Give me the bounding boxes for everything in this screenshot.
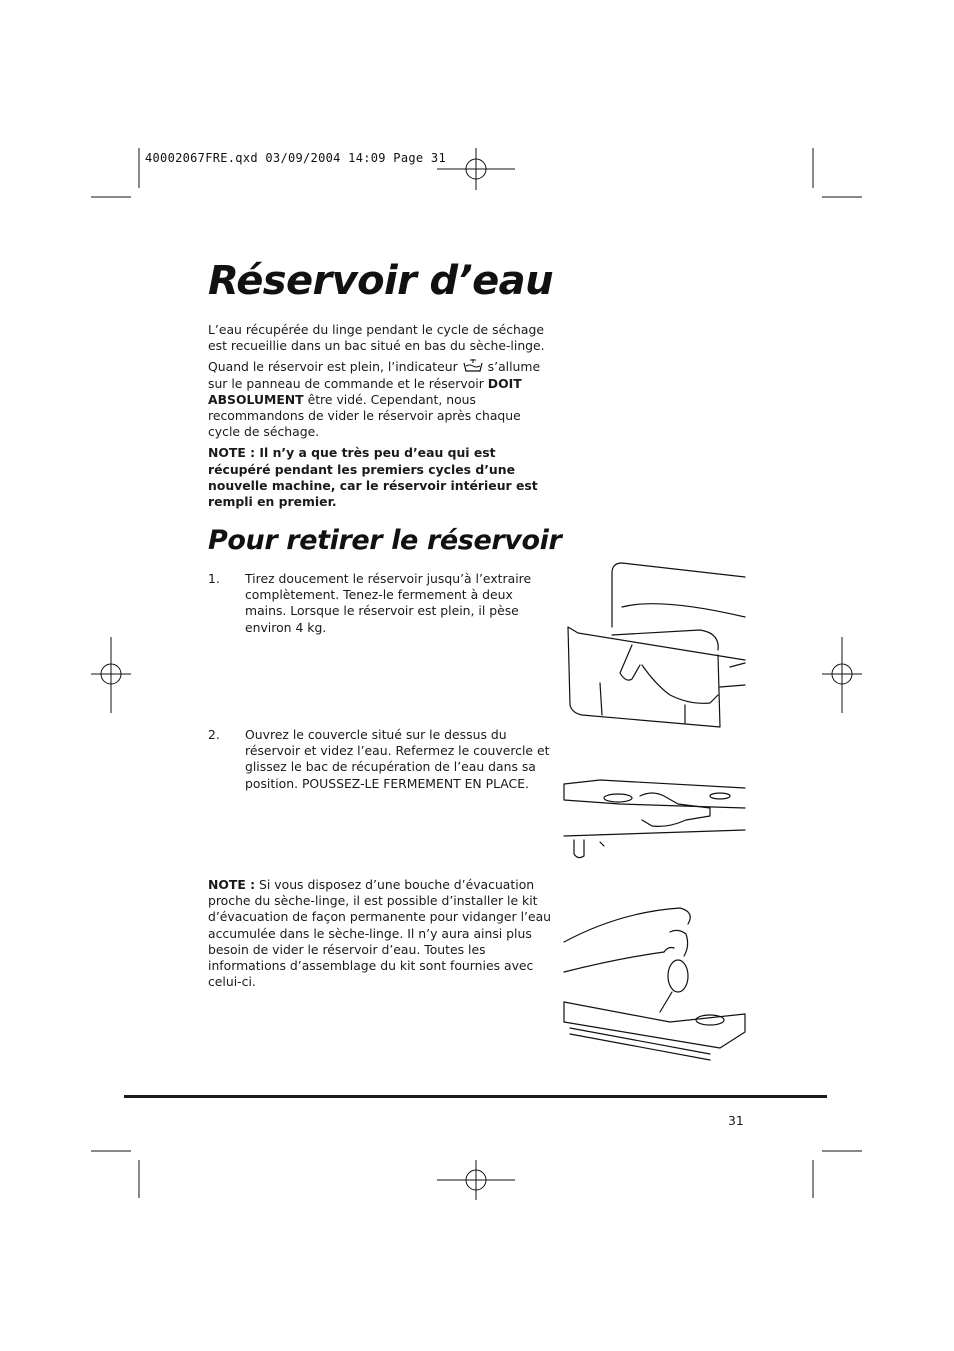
- reservoir-lid-illustration: [560, 776, 750, 876]
- section-title: Pour retirer le réservoir: [208, 525, 562, 556]
- drain-kit-illustration: [560, 902, 750, 1070]
- step-2: [208, 727, 558, 797]
- registration-mark-icon: [437, 1160, 515, 1200]
- bottom-rule: [124, 1095, 827, 1098]
- step-1-number: 1.: [208, 571, 220, 586]
- note-2-label: NOTE :: [208, 877, 256, 892]
- registration-mark-icon: [91, 637, 131, 713]
- note-paragraph-1: NOTE : Il n’y a que très peu d’eau qui est récupéré pendant les premiers cycles d’une nouvelle machine, car le réservoir intérieur est rempli en premier.: [208, 445, 538, 510]
- intro-paragraph-2: [208, 359, 553, 440]
- note-2-text: Si vous disposez d’une bouche d’évacuation proche du sèche-linge, il est possible d’installer le kit d’évacuation de façon permanente pour vidanger l’eau accumulée dans le sèche-linge. Il n’y aura ainsi plus besoin de vider le réservoir d’eau. Toutes les informations d’assemblage du kit sont fournies avec celui-ci.: [208, 877, 552, 990]
- step-1-text: Tirez doucement le réservoir jusqu’à l’extraire complètement. Tenez-le fermement à deux mains. Lorsque le réservoir est plein, il pèse environ 4 kg.: [245, 571, 532, 635]
- registration-mark-icon: [437, 148, 515, 190]
- note-2-block: [208, 877, 553, 995]
- intro-2-start: Quand le réservoir est plein, l’indicateur: [208, 359, 458, 375]
- pulling-reservoir-illustration: [560, 555, 750, 733]
- intro-2-end: être vidé. Cependant, nous recommandons de vider le réservoir après chaque cycle de séchage.: [208, 391, 521, 440]
- step-2-number: 2.: [208, 727, 220, 742]
- intro-text-block: [208, 322, 553, 515]
- intro-paragraph-1: L’eau récupérée du linge pendant le cycle de séchage est recueillie dans un bac situé en bas du sèche-linge.: [208, 322, 545, 354]
- step-2-text: Ouvrez le couvercle situé sur le dessus du réservoir et videz l’eau. Refermez le couvercle et glissez le bac de récupération de l’eau dans sa position. POUSSEZ-LE FERMEMENT EN PLACE.: [245, 727, 550, 791]
- water-container-indicator-icon: [462, 359, 484, 373]
- page-number: 31: [728, 1113, 744, 1128]
- step-1: [208, 571, 558, 635]
- intro-2-emphasis: DOIT ABSOLUMENT: [208, 375, 522, 407]
- print-slug-line: 40002067FRE.qxd 03/09/2004 14:09 Page 31: [145, 151, 446, 165]
- registration-mark-icon: [822, 637, 862, 713]
- intro-2-middle: s’allume sur le panneau de commande et le réservoir: [208, 359, 541, 391]
- page-title: Réservoir d’eau: [208, 258, 553, 304]
